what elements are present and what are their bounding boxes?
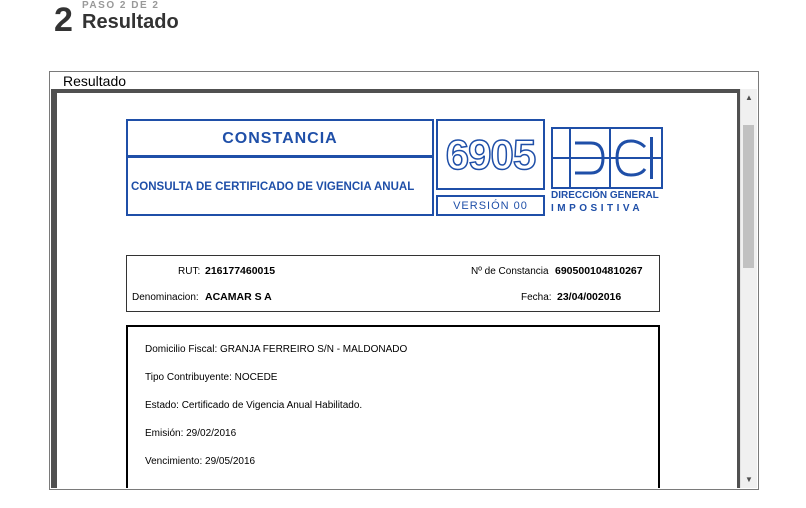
estado: Estado: Certificado de Vigencia Anual Habilitado. bbox=[145, 400, 363, 411]
fecha-value: 23/04/002016 bbox=[557, 291, 622, 303]
document-viewer[interactable] bbox=[51, 89, 757, 488]
vertical-scrollbar[interactable] bbox=[740, 89, 757, 488]
agency-name-line2: IMPOSITIVA bbox=[551, 203, 644, 214]
document-page bbox=[57, 93, 737, 488]
constancia-title: CONSTANCIA bbox=[126, 119, 434, 157]
identification-box bbox=[126, 255, 660, 312]
consulta-title: CONSULTA DE CERTIFICADO DE VIGENCIA ANUAL bbox=[126, 156, 434, 216]
step-number: 2 bbox=[54, 1, 73, 39]
denominacion-value: ACAMAR S A bbox=[205, 291, 272, 303]
emision: Emisión: 29/02/2016 bbox=[145, 428, 237, 439]
constancia-number-label: Nº de Constancia bbox=[471, 266, 549, 277]
domicilio-fiscal: Domicilio Fiscal: GRANJA FERREIRO S/N - MALDONADO bbox=[145, 344, 408, 355]
tipo-contribuyente: Tipo Contribuyente: NOCEDE bbox=[145, 372, 278, 383]
dgi-logo-icon bbox=[551, 127, 663, 189]
form-version: VERSIÓN 00 bbox=[436, 195, 545, 216]
fecha-label: Fecha: bbox=[521, 292, 552, 303]
scroll-up-icon[interactable]: ▲ bbox=[745, 93, 753, 102]
detail-box bbox=[126, 325, 660, 488]
result-panel bbox=[49, 71, 759, 490]
denominacion-label: Denominacion: bbox=[132, 292, 199, 303]
scroll-down-icon[interactable]: ▼ bbox=[745, 475, 753, 484]
agency-name-line1: DIRECCIÓN GENERAL bbox=[551, 190, 659, 201]
panel-title: Resultado bbox=[63, 73, 127, 89]
scroll-thumb[interactable] bbox=[743, 125, 754, 268]
constancia-number-value: 690500104810267 bbox=[555, 265, 643, 277]
rut-value: 216177460015 bbox=[205, 265, 276, 277]
step-label: PASO 2 DE 2 bbox=[82, 0, 160, 11]
vencimiento: Vencimiento: 29/05/2016 bbox=[145, 456, 256, 467]
page-title: Resultado bbox=[82, 11, 179, 33]
rut-label: RUT: bbox=[178, 266, 201, 277]
form-number: 6905 bbox=[436, 119, 545, 190]
